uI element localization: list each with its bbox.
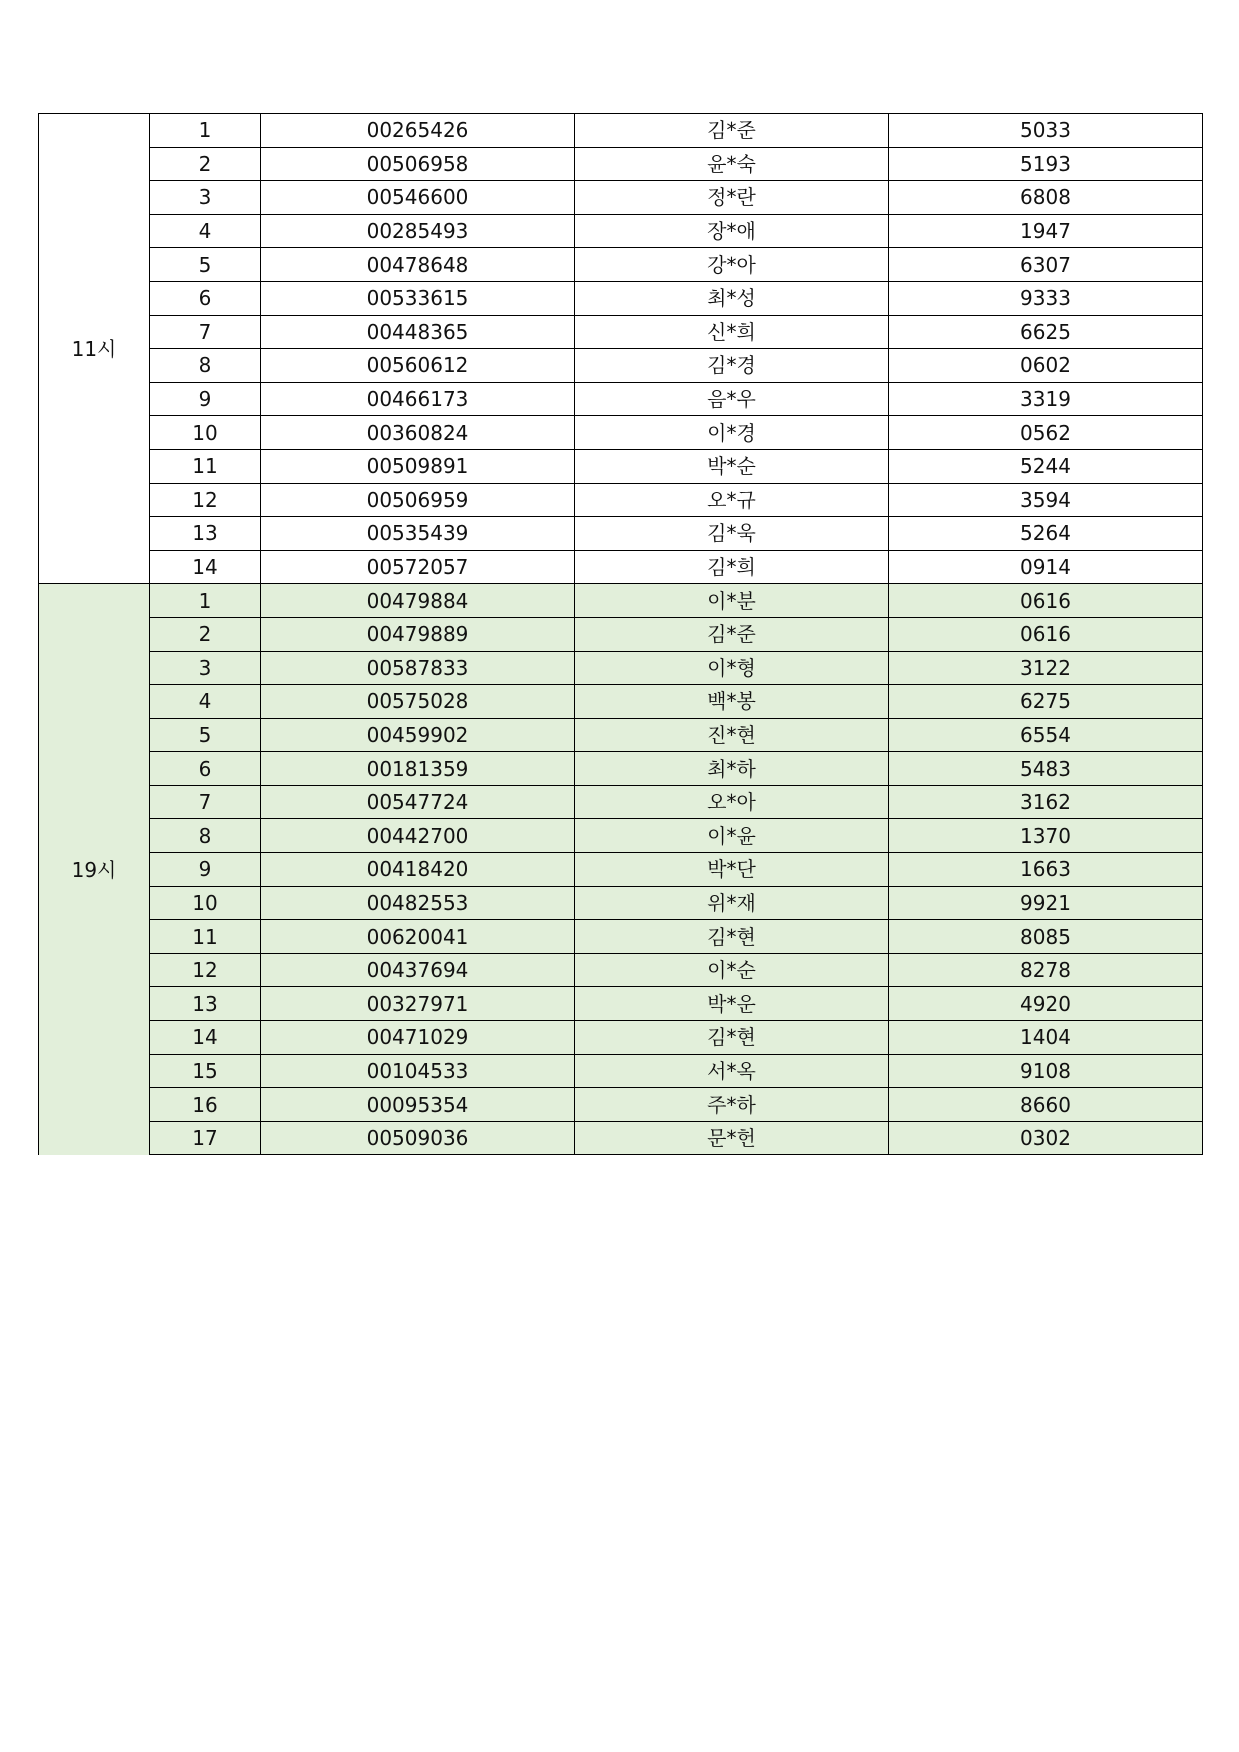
table-row: [39, 987, 1203, 1021]
table-row: [39, 853, 1203, 887]
table-row: [39, 382, 1203, 416]
member-id-cell: 00509036: [261, 1121, 575, 1155]
code-cell: 3162: [889, 785, 1203, 819]
masked-name-cell: 박*순: [575, 449, 889, 483]
member-id-cell: 00104533: [261, 1054, 575, 1088]
row-number-cell: 8: [150, 349, 261, 383]
member-id-cell: 00509891: [261, 449, 575, 483]
row-number-cell: 3: [150, 181, 261, 215]
code-cell: 0914: [889, 550, 1203, 584]
member-id-cell: 00448365: [261, 315, 575, 349]
row-number-cell: 5: [150, 248, 261, 282]
masked-name-cell: 이*분: [575, 584, 889, 618]
code-cell: 3319: [889, 382, 1203, 416]
code-cell: 3122: [889, 651, 1203, 685]
row-number-cell: 8: [150, 819, 261, 853]
member-id-cell: 00466173: [261, 382, 575, 416]
time-slot-label: 11시: [39, 114, 150, 584]
table-row: [39, 114, 1203, 148]
row-number-cell: 4: [150, 214, 261, 248]
member-id-cell: 00471029: [261, 1021, 575, 1055]
member-id-cell: 00547724: [261, 785, 575, 819]
masked-name-cell: 이*윤: [575, 819, 889, 853]
code-cell: 9921: [889, 886, 1203, 920]
masked-name-cell: 위*재: [575, 886, 889, 920]
row-number-cell: 1: [150, 584, 261, 618]
schedule-table-body: [39, 114, 1203, 1155]
row-number-cell: 13: [150, 517, 261, 551]
masked-name-cell: 박*운: [575, 987, 889, 1021]
table-row: [39, 584, 1203, 618]
masked-name-cell: 김*희: [575, 550, 889, 584]
code-cell: 1663: [889, 853, 1203, 887]
member-id-cell: 00535439: [261, 517, 575, 551]
table-row: [39, 1054, 1203, 1088]
member-id-cell: 00620041: [261, 920, 575, 954]
member-id-cell: 00506959: [261, 483, 575, 517]
row-number-cell: 6: [150, 752, 261, 786]
member-id-cell: 00575028: [261, 685, 575, 719]
member-id-cell: 00479889: [261, 617, 575, 651]
row-number-cell: 11: [150, 449, 261, 483]
member-id-cell: 00181359: [261, 752, 575, 786]
row-number-cell: 11: [150, 920, 261, 954]
member-id-cell: 00506958: [261, 147, 575, 181]
code-cell: 5244: [889, 449, 1203, 483]
masked-name-cell: 정*란: [575, 181, 889, 215]
masked-name-cell: 김*경: [575, 349, 889, 383]
masked-name-cell: 최*하: [575, 752, 889, 786]
table-row: [39, 315, 1203, 349]
row-number-cell: 9: [150, 382, 261, 416]
row-number-cell: 2: [150, 147, 261, 181]
member-id-cell: 00095354: [261, 1088, 575, 1122]
member-id-cell: 00418420: [261, 853, 575, 887]
row-number-cell: 6: [150, 281, 261, 315]
table-row: [39, 550, 1203, 584]
member-id-cell: 00560612: [261, 349, 575, 383]
row-number-cell: 1: [150, 114, 261, 148]
row-number-cell: 3: [150, 651, 261, 685]
code-cell: 6554: [889, 718, 1203, 752]
table-row: [39, 181, 1203, 215]
table-row: [39, 416, 1203, 450]
code-cell: 0562: [889, 416, 1203, 450]
masked-name-cell: 강*아: [575, 248, 889, 282]
masked-name-cell: 김*준: [575, 114, 889, 148]
table-row: [39, 1121, 1203, 1155]
code-cell: 8085: [889, 920, 1203, 954]
member-id-cell: 00587833: [261, 651, 575, 685]
code-cell: 6625: [889, 315, 1203, 349]
row-number-cell: 4: [150, 685, 261, 719]
masked-name-cell: 주*하: [575, 1088, 889, 1122]
masked-name-cell: 서*옥: [575, 1054, 889, 1088]
masked-name-cell: 신*희: [575, 315, 889, 349]
row-number-cell: 17: [150, 1121, 261, 1155]
table-row: [39, 752, 1203, 786]
code-cell: 1947: [889, 214, 1203, 248]
code-cell: 9108: [889, 1054, 1203, 1088]
code-cell: 5264: [889, 517, 1203, 551]
table-row: [39, 1088, 1203, 1122]
member-id-cell: 00479884: [261, 584, 575, 618]
masked-name-cell: 김*욱: [575, 517, 889, 551]
member-id-cell: 00459902: [261, 718, 575, 752]
code-cell: 1404: [889, 1021, 1203, 1055]
row-number-cell: 14: [150, 550, 261, 584]
row-number-cell: 16: [150, 1088, 261, 1122]
code-cell: 4920: [889, 987, 1203, 1021]
code-cell: 5193: [889, 147, 1203, 181]
table-row: [39, 953, 1203, 987]
member-id-cell: 00437694: [261, 953, 575, 987]
row-number-cell: 13: [150, 987, 261, 1021]
masked-name-cell: 이*형: [575, 651, 889, 685]
masked-name-cell: 문*헌: [575, 1121, 889, 1155]
masked-name-cell: 장*애: [575, 214, 889, 248]
table-row: [39, 349, 1203, 383]
row-number-cell: 9: [150, 853, 261, 887]
masked-name-cell: 오*아: [575, 785, 889, 819]
member-id-cell: 00265426: [261, 114, 575, 148]
table-row: [39, 449, 1203, 483]
table-row: [39, 617, 1203, 651]
member-id-cell: 00442700: [261, 819, 575, 853]
code-cell: 9333: [889, 281, 1203, 315]
masked-name-cell: 박*단: [575, 853, 889, 887]
table-row: [39, 718, 1203, 752]
schedule-table: [38, 113, 1203, 1155]
member-id-cell: 00478648: [261, 248, 575, 282]
member-id-cell: 00360824: [261, 416, 575, 450]
code-cell: 6808: [889, 181, 1203, 215]
code-cell: 5483: [889, 752, 1203, 786]
row-number-cell: 10: [150, 416, 261, 450]
masked-name-cell: 윤*숙: [575, 147, 889, 181]
masked-name-cell: 김*준: [575, 617, 889, 651]
code-cell: 6307: [889, 248, 1203, 282]
table-row: [39, 1021, 1203, 1055]
member-id-cell: 00546600: [261, 181, 575, 215]
masked-name-cell: 이*경: [575, 416, 889, 450]
masked-name-cell: 진*현: [575, 718, 889, 752]
time-slot-label: 19시: [39, 584, 150, 1155]
masked-name-cell: 이*순: [575, 953, 889, 987]
table-row: [39, 685, 1203, 719]
code-cell: 5033: [889, 114, 1203, 148]
masked-name-cell: 최*성: [575, 281, 889, 315]
row-number-cell: 15: [150, 1054, 261, 1088]
row-number-cell: 7: [150, 315, 261, 349]
table-row: [39, 819, 1203, 853]
table-row: [39, 281, 1203, 315]
member-id-cell: 00533615: [261, 281, 575, 315]
table-row: [39, 517, 1203, 551]
masked-name-cell: 김*현: [575, 920, 889, 954]
table-row: [39, 248, 1203, 282]
code-cell: 0616: [889, 584, 1203, 618]
masked-name-cell: 백*봉: [575, 685, 889, 719]
row-number-cell: 7: [150, 785, 261, 819]
table-row: [39, 214, 1203, 248]
table-row: [39, 886, 1203, 920]
row-number-cell: 10: [150, 886, 261, 920]
code-cell: 0602: [889, 349, 1203, 383]
table-row: [39, 920, 1203, 954]
code-cell: 1370: [889, 819, 1203, 853]
table-row: [39, 483, 1203, 517]
masked-name-cell: 음*우: [575, 382, 889, 416]
code-cell: 3594: [889, 483, 1203, 517]
member-id-cell: 00285493: [261, 214, 575, 248]
row-number-cell: 2: [150, 617, 261, 651]
table-row: [39, 651, 1203, 685]
row-number-cell: 14: [150, 1021, 261, 1055]
member-id-cell: 00327971: [261, 987, 575, 1021]
code-cell: 8660: [889, 1088, 1203, 1122]
member-id-cell: 00572057: [261, 550, 575, 584]
member-id-cell: 00482553: [261, 886, 575, 920]
code-cell: 0616: [889, 617, 1203, 651]
row-number-cell: 12: [150, 483, 261, 517]
code-cell: 8278: [889, 953, 1203, 987]
row-number-cell: 5: [150, 718, 261, 752]
code-cell: 6275: [889, 685, 1203, 719]
row-number-cell: 12: [150, 953, 261, 987]
table-row: [39, 785, 1203, 819]
table-row: [39, 147, 1203, 181]
masked-name-cell: 오*규: [575, 483, 889, 517]
code-cell: 0302: [889, 1121, 1203, 1155]
masked-name-cell: 김*현: [575, 1021, 889, 1055]
